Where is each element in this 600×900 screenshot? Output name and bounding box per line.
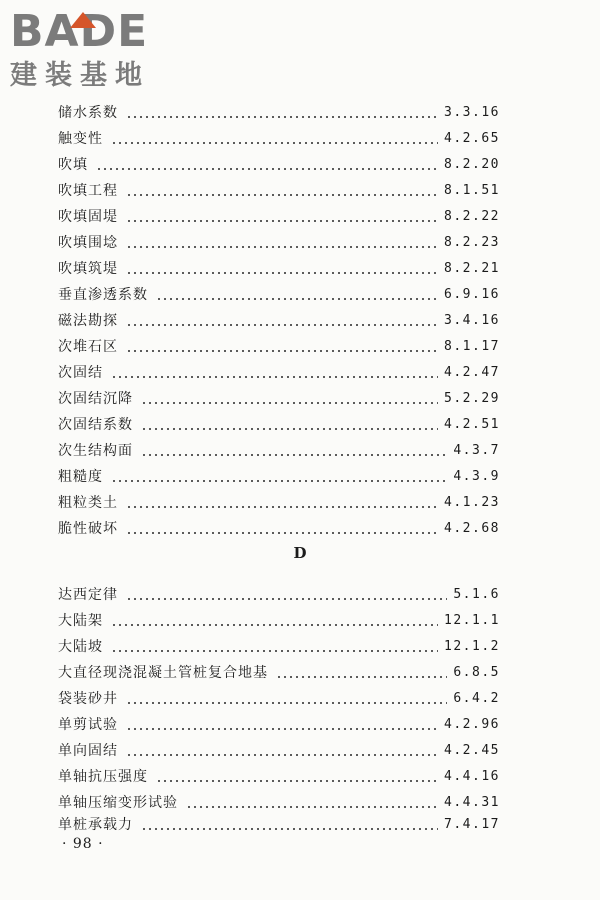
dot-leader [126, 598, 447, 600]
index-entry [58, 202, 500, 226]
index-term: 单桩承载力 [58, 817, 133, 833]
index-term: 吹填围埝 [58, 235, 118, 251]
index-term: 大陆坡 [58, 639, 103, 655]
index-ref: 8.2.23 [444, 235, 500, 250]
index-ref: 4.2.65 [444, 131, 500, 146]
index-entry [58, 306, 500, 330]
index-ref: 3.3.16 [444, 105, 500, 120]
index-entry [58, 488, 500, 512]
index-term: 袋装砂井 [58, 691, 118, 707]
index-entry [58, 514, 500, 538]
index-entry [58, 228, 500, 252]
index-term: 单剪试验 [58, 717, 118, 733]
dot-leader [111, 624, 438, 626]
index-term: 粗粒类土 [58, 495, 118, 511]
dot-leader [111, 142, 438, 144]
dot-leader [126, 350, 438, 352]
dot-leader [96, 168, 438, 170]
index-ref: 8.2.21 [444, 261, 500, 276]
index-entry [58, 580, 500, 604]
index-term: 吹填固堤 [58, 209, 118, 225]
index-entry [58, 410, 500, 434]
index-term: 吹填 [58, 157, 88, 173]
index-entry [58, 658, 500, 682]
logo [10, 6, 180, 92]
dot-leader [111, 376, 438, 378]
dot-leader [126, 324, 438, 326]
index-term: 吹填工程 [58, 183, 118, 199]
dot-leader [141, 828, 438, 830]
index-entry [58, 384, 500, 408]
index-ref: 12.1.1 [444, 613, 500, 628]
index-ref: 8.1.17 [444, 339, 500, 354]
dot-leader [186, 806, 438, 808]
index-ref: 4.4.16 [444, 769, 500, 784]
dot-leader [141, 402, 438, 404]
index-ref: 8.2.22 [444, 209, 500, 224]
index-entry [58, 632, 500, 656]
index-term: 触变性 [58, 131, 103, 147]
index-term: 次固结系数 [58, 417, 133, 433]
index-ref: 12.1.2 [444, 639, 500, 654]
index-entry [58, 254, 500, 278]
index-entry [58, 176, 500, 200]
dot-leader [126, 728, 438, 730]
index-term: 次固结沉降 [58, 391, 133, 407]
dot-leader [126, 272, 438, 274]
index-ref: 4.2.51 [444, 417, 500, 432]
index-entry [58, 280, 500, 304]
index-ref: 4.1.23 [444, 495, 500, 510]
index-term: 次生结构面 [58, 443, 133, 459]
index-ref: 6.9.16 [444, 287, 500, 302]
dot-leader [126, 116, 438, 118]
index-ref: 8.1.51 [444, 183, 500, 198]
index-ref: 4.2.45 [444, 743, 500, 758]
index-term: 大直径现浇混凝土管桩复合地基 [58, 665, 268, 681]
index-entry [58, 150, 500, 174]
dot-leader [126, 194, 438, 196]
dot-leader [126, 246, 438, 248]
dot-leader [126, 220, 438, 222]
index-ref: 4.2.47 [444, 365, 500, 380]
index-term: 脆性破坏 [58, 521, 118, 537]
index-term: 垂直渗透系数 [58, 287, 148, 303]
page-number: · 98 · [62, 836, 104, 852]
dot-leader [141, 454, 447, 456]
index-ref: 4.3.9 [453, 469, 500, 484]
index-entry [58, 710, 500, 734]
index-term: 达西定律 [58, 587, 118, 603]
index-term: 次堆石区 [58, 339, 118, 355]
index-ref: 4.2.68 [444, 521, 500, 536]
index-term: 储水系数 [58, 105, 118, 121]
index-ref: 6.4.2 [453, 691, 500, 706]
index-ref: 8.2.20 [444, 157, 500, 172]
index-term: 大陆架 [58, 613, 103, 629]
dot-leader [111, 480, 447, 482]
index-entry [58, 736, 500, 760]
index-entry [58, 606, 500, 630]
index-entry [58, 462, 500, 486]
dot-leader [126, 506, 438, 508]
index-ref: 5.2.29 [444, 391, 500, 406]
index-entry [58, 436, 500, 460]
index-term: 磁法勘探 [58, 313, 118, 329]
dot-leader [156, 780, 438, 782]
dot-leader [126, 754, 438, 756]
index-term: 单轴抗压强度 [58, 769, 148, 785]
index-entry [58, 358, 500, 382]
dot-leader [126, 702, 447, 704]
dot-leader [156, 298, 438, 300]
index-ref: 4.4.31 [444, 795, 500, 810]
index-entry [58, 332, 500, 356]
section-heading: D [293, 544, 307, 562]
index-entry [58, 810, 500, 834]
index-entry [58, 762, 500, 786]
index-ref: 4.3.7 [453, 443, 500, 458]
dot-leader [276, 676, 447, 678]
index-ref: 6.8.5 [453, 665, 500, 680]
index-term: 单向固结 [58, 743, 118, 759]
index-entry [58, 124, 500, 148]
index-ref: 4.2.96 [444, 717, 500, 732]
logo-subtitle: 建装基地 [10, 60, 150, 91]
index-ref: 5.1.6 [453, 587, 500, 602]
dot-leader [141, 428, 438, 430]
dot-leader [126, 532, 438, 534]
logo-wordmark: BADE [10, 6, 149, 57]
logo-accent-triangle [70, 12, 96, 28]
index-term: 粗糙度 [58, 469, 103, 485]
index-ref: 7.4.17 [444, 817, 500, 832]
index-entry [58, 788, 500, 812]
index-term: 吹填筑堤 [58, 261, 118, 277]
index-ref: 3.4.16 [444, 313, 500, 328]
dot-leader [111, 650, 438, 652]
index-term: 单轴压缩变形试验 [58, 795, 178, 811]
index-term: 次固结 [58, 365, 103, 381]
index-entry [58, 98, 500, 122]
index-entry [58, 684, 500, 708]
